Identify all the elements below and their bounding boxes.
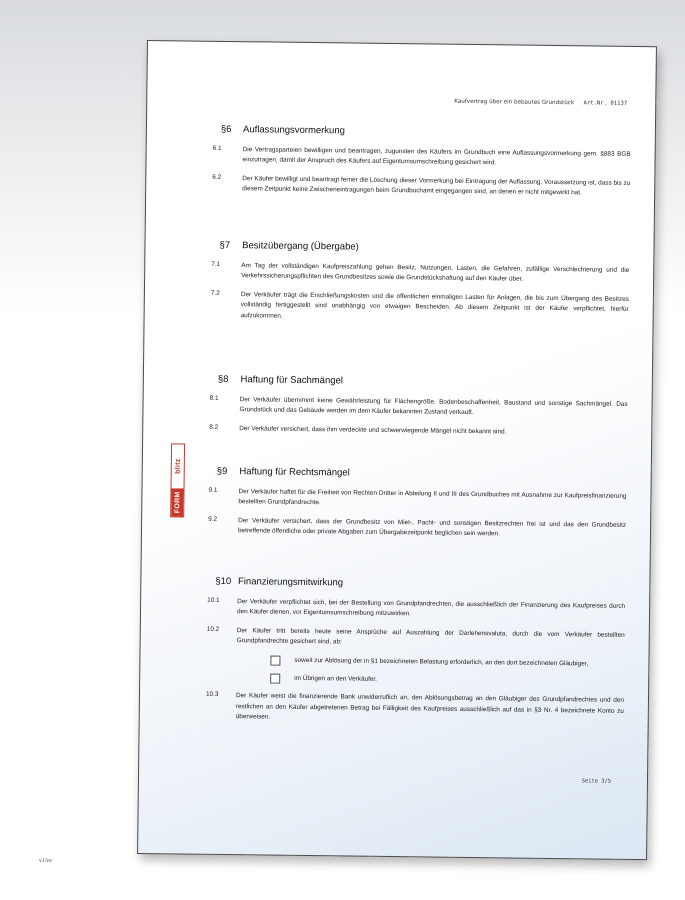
clause — [212, 144, 631, 171]
clause — [211, 260, 630, 287]
section-title: Besitzübergang (Übergabe) — [242, 240, 359, 253]
section-7 — [210, 239, 630, 334]
section-title: Finanzierungsmitwirkung — [237, 576, 344, 589]
clause-number: 10.3 — [205, 691, 219, 699]
section-8 — [209, 373, 628, 447]
clause-number: 9.2 — [208, 515, 218, 523]
clause-text: Der Verkäufer verpflichtet sich, bei der Bestellung von Grundpfandrechten, die ausschließlich der Finanzierung des Kaufpreises durch den Käufer dienen, vor Eigentumsumschreibung mitzuwirken. — [236, 598, 626, 618]
section-heading — [218, 374, 628, 390]
clause-number: 10.2 — [206, 625, 220, 633]
clause-number: 10.1 — [207, 596, 220, 604]
section-10 — [205, 575, 626, 736]
clause — [208, 486, 627, 513]
clause — [207, 596, 626, 623]
clause-number: 7.2 — [210, 289, 220, 297]
section-heading — [221, 124, 631, 140]
watermark: vJAw — [39, 858, 53, 864]
checkbox[interactable] — [270, 655, 280, 665]
document-page — [137, 40, 657, 860]
section-number: §7 — [219, 239, 231, 252]
clause — [212, 173, 631, 200]
section-title: Haftung für Rechtsmängel — [239, 466, 350, 479]
document-header — [454, 99, 627, 107]
section-9 — [208, 465, 627, 550]
section-heading — [215, 576, 625, 592]
clause-text: Der Käufer bewilligt und beantragt ferner die Löschung dieser Vormerkung bei Eintragung der Auflassung. Voraussetzung ist, dass bis zu diesem Zeitpunkt keine Zwischeneintragungen beim Grundbuchamt eingegangen sind, an denen er nicht mitgewirkt hat. — [242, 174, 631, 197]
clause — [209, 423, 627, 439]
checkbox[interactable] — [270, 674, 280, 684]
clause-text: Der Käufer weist die finanzierende Bank unwiderruflich an, den Ablösungsbetrag an den Gläubiger des Grundpfandrechtes und den restlichen an den Käufer abgetretenen Betrag bei Fälligkeit des Kaufpreises ausschließlich auf das in §3 Nr. 4 bezeichnete Konto zu überweisen. — [235, 692, 625, 721]
checkbox-item[interactable] — [270, 655, 624, 670]
section-number: §9 — [216, 465, 228, 478]
checkbox-label: im Übrigen an den Verkäufer. — [294, 674, 378, 683]
clause — [208, 515, 627, 542]
clause — [210, 289, 629, 326]
clause-text: Der Verkäufer haftet für die Freiheit von Rechten Dritter in Abteilung II und III des Grundbuches mit Ausnahme zur Kaufpreisfinanzierung bestellten Grundpfandrechte. — [238, 488, 627, 507]
section-heading — [219, 240, 629, 256]
clause-number: 6.2 — [212, 173, 222, 181]
brand-logo — [170, 443, 185, 517]
brand-logo-part2: blitz — [174, 458, 182, 475]
clause-text: Der Verkäufer übernimmt keine Gewährleistung für Flächengröße, Bodenbeschaffenheit, Baustand und sonstige Sachmängel. Das Grundstück und das Gebäude werden im dem Käufer bekannten Zustand verkauft. — [239, 396, 628, 417]
clause-number: 6.1 — [212, 144, 222, 152]
clause-text: Die Vertragsparteien bewilligen und beantragen, zugunsten des Käufers im Grundbuch eine Auflassungsvormerkung gem. §883 BGB einzutragen, damit der Anspruch des Käufers auf Eigentumsumschreibung gesichert wird. — [242, 146, 631, 167]
clause — [209, 394, 628, 421]
page-number: Seite 3/5 — [581, 778, 612, 785]
checkbox-item[interactable] — [270, 674, 624, 689]
clause-text: Am Tag der vollständigen Kaufpreiszahlung gehen Besitz, Nutzungen, Lasten, die Gefahren, zufällige Verschlechterung und die Verkehrssicherungspflichten des Grundbesitzes sowie die Grundstückshaftung auf den Käufer über. — [241, 262, 630, 284]
clause-text: Der Verkäufer trägt die Erschließungskosten und die öffentlichen einmaligen Lasten für Anlagen, die bis zum Übergang des Besitzes vollständig fertiggestellt sind unabhängig von etwaigen Bescheiden. Ab diesem Zeitpunkt ist der Käufer verpflichtet, hierfür aufzukommen. — [240, 290, 629, 320]
section-heading — [217, 466, 627, 482]
clause-number: 7.1 — [211, 260, 221, 268]
section-title: Auflassungsvormerkung — [242, 124, 346, 137]
checkbox-label: soweit zur Ablösung der in §1 bezeichneten Belastung erforderlich, an den dort bezeichneten Gläubiger, — [294, 656, 589, 668]
section-number: §10 — [215, 575, 232, 588]
section-title: Haftung für Sachmängel — [240, 374, 344, 387]
section-6 — [212, 123, 631, 208]
clause-number: 8.1 — [209, 394, 219, 402]
clause-text: Der Verkäufer versichert, dass ihm verdeckte und schwerwiegende Mängel nicht bekannt sind. — [239, 424, 507, 436]
clause-number: 8.2 — [209, 423, 219, 431]
clause — [206, 625, 625, 652]
clause-text: Der Verkäufer versichert, dass der Grundbesitz von Miet-, Pacht- und sonstigen Besitzrechten frei ist und das den Grundbesitz betreffende öffentliche oder private Abgaben zum Übergabezeitpunkt beglichen sein werden. — [237, 516, 627, 538]
clause — [205, 691, 625, 727]
section-number: §6 — [220, 123, 232, 136]
brand-logo-part1: FORM — [173, 491, 181, 514]
section-number: §8 — [217, 373, 229, 386]
clause-text: Der Käufer tritt bereits heute seine Ansprüche auf Auszahlung der Darlehensvaluta, durch die vom Verkäufer bestellten Grundpfandrechte gesichert sind, ab: — [236, 626, 625, 646]
document-title: Kaufvertrag über ein bebautes Grundstück — [454, 98, 575, 107]
clause-number: 9.1 — [208, 486, 218, 494]
article-number: Art.Nr. 01137 — [583, 100, 628, 107]
